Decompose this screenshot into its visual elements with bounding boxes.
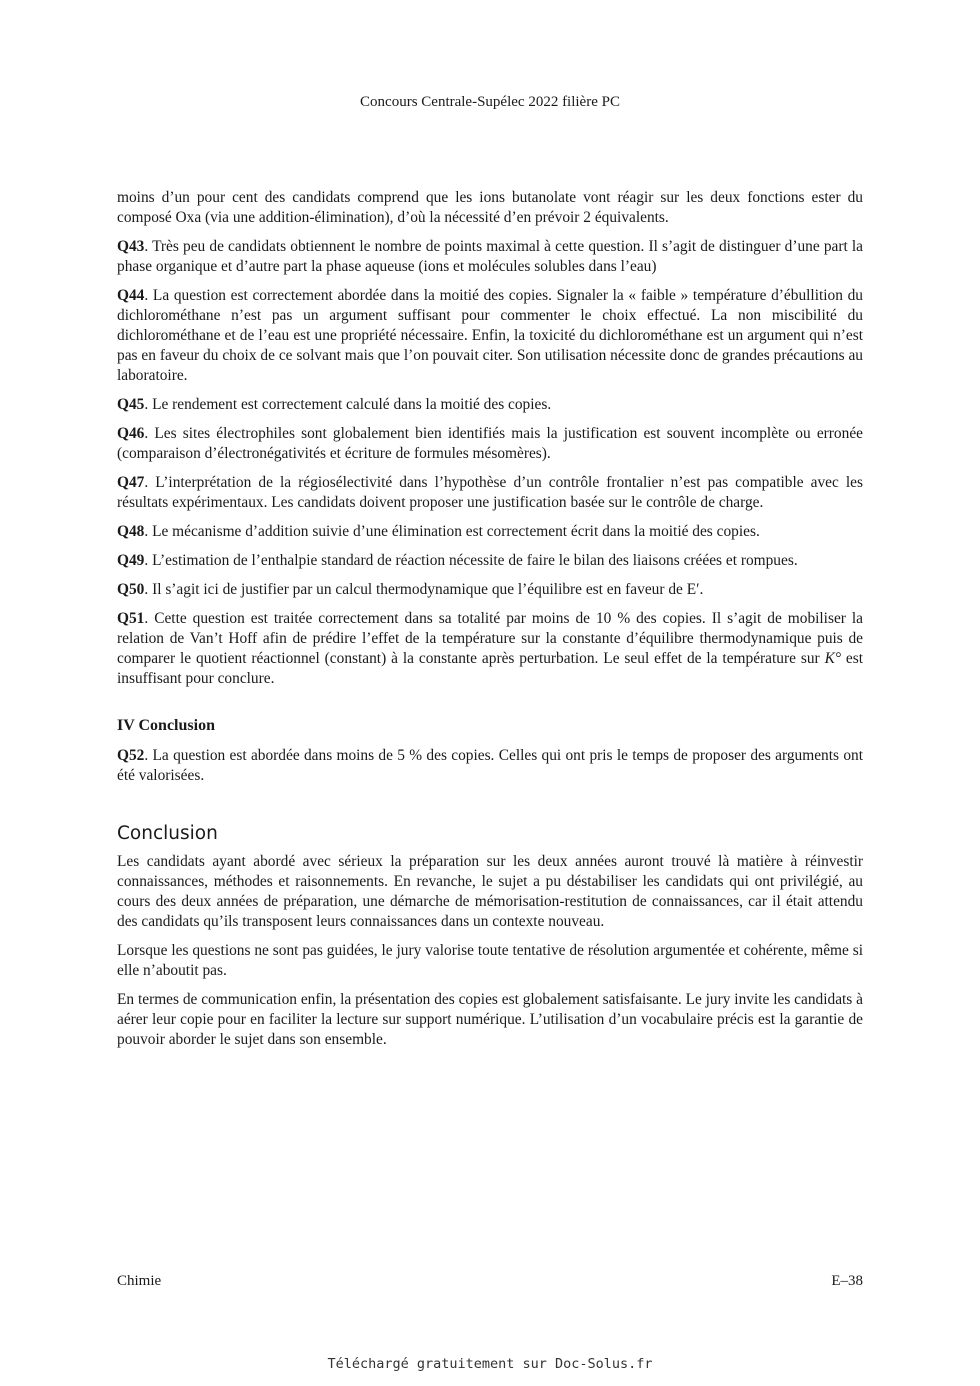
page-header: Concours Centrale-Supélec 2022 filière PC bbox=[360, 94, 620, 110]
conclusion-paragraph: En termes de communication enfin, la présentation des copies est globalement satisfaisante. Le jury invite les candidats à aérer leur copie pour en faciliter la lecture sur support numérique. L’utilisation d’un vocabulaire précis est la garantie de pouvoir aborder le sujet dans son ensemble. bbox=[117, 991, 863, 1048]
question-label: Q51 bbox=[117, 610, 145, 627]
question-q52 bbox=[117, 746, 863, 786]
section-title: Conclusion bbox=[117, 823, 218, 844]
question-label: Q44 bbox=[117, 287, 145, 304]
question-text: . La question est abordée dans moins de 5 % des copies. Celles qui ont pris le temps de proposer des arguments ont été valorisées. bbox=[117, 747, 863, 784]
question-label: Q46 bbox=[117, 425, 145, 442]
equilibrium-constant-symbol: K° bbox=[824, 650, 841, 667]
conclusion-paragraph: Lorsque les questions ne sont pas guidées, le jury valorise toute tentative de résolution argumentée et cohérente, même si elle n’aboutit pas. bbox=[117, 942, 863, 979]
question-text: . Il s’agit ici de justifier par un calcul thermodynamique que l’équilibre est en faveur de E′. bbox=[144, 581, 704, 598]
question-text: . Le mécanisme d’addition suivie d’une élimination est correctement écrit dans la moitié des copies. bbox=[144, 523, 760, 540]
question-q49 bbox=[117, 551, 863, 571]
question-label: Q52 bbox=[117, 747, 145, 764]
conclusion-paragraph: Les candidats ayant abordé avec sérieux la préparation sur les deux années auront trouvé là matière à réinvestir connaissances, méthodes et raisonnements. En revanche, le sujet a pu déstabiliser les candidats qui ont privilégié, au cours des deux années de préparation, une démarche de mémorisation-restitution de connaissances, car il était attendu des candidats qu’ils transposent leurs connaissances dans un contexte nouveau. bbox=[117, 853, 863, 930]
footer-subject: Chimie bbox=[117, 1273, 162, 1289]
question-q44 bbox=[117, 286, 863, 386]
question-text-end: est insuffisant pour conclure. bbox=[117, 650, 863, 687]
question-text: . Cette question est traitée correctement dans sa totalité par moins de 10 % des copies. Il s’agit de mobiliser la relation de Van’t Hoff afin de prédire l’effet de la température sur la constante d’équilibre thermodynamique puis de comparer le quotient réactionnel (constant) à la constante après perturbation. Le seul effet de la température sur bbox=[117, 610, 863, 667]
document-body bbox=[117, 188, 863, 1059]
question-label: Q45 bbox=[117, 396, 145, 413]
question-label: Q47 bbox=[117, 474, 145, 491]
question-q45 bbox=[117, 395, 863, 415]
question-q47 bbox=[117, 473, 863, 513]
question-q48 bbox=[117, 522, 863, 542]
question-label: Q50 bbox=[117, 581, 145, 598]
question-text: . L’interprétation de la régiosélectivité dans l’hypothèse d’un contrôle frontalier n’est pas compatible avec les résultats expérimentaux. Les candidats doivent proposer une justification basée sur le contrôle de charge. bbox=[117, 474, 863, 511]
question-text: . Très peu de candidats obtiennent le nombre de points maximal à cette question. Il s’agit de distinguer d’une part la phase organique et d’autre part la phase aqueuse (ions et molécules solubles dans l’eau) bbox=[117, 238, 863, 275]
footer-page-number: E–38 bbox=[831, 1273, 863, 1289]
paragraph-continuation: moins d’un pour cent des candidats comprend que les ions butanolate vont réagir sur les deux fonctions ester du composé Oxa (via une addition-élimination), d’où la nécessité d’en prévoir 2 équivalents. bbox=[117, 189, 863, 226]
question-q43 bbox=[117, 237, 863, 277]
question-q46 bbox=[117, 424, 863, 464]
question-q50 bbox=[117, 580, 863, 600]
question-q51 bbox=[117, 609, 863, 689]
question-label: Q49 bbox=[117, 552, 145, 569]
question-label: Q43 bbox=[117, 238, 145, 255]
question-text: . L’estimation de l’enthalpie standard de réaction nécessite de faire le bilan des liaisons créées et rompues. bbox=[144, 552, 798, 569]
download-note: Téléchargé gratuitement sur Doc-Solus.fr bbox=[327, 1356, 653, 1372]
question-label: Q48 bbox=[117, 523, 145, 540]
question-text: . Les sites électrophiles sont globalement bien identifiés mais la justification est souvent incomplète ou erronée (comparaison d’électronégativités et écriture de formules mésomères). bbox=[117, 425, 863, 462]
question-text: . La question est correctement abordée dans la moitié des copies. Signaler la « faible » température d’ébullition du dichlorométhane n’est pas un argument suffisant pour commenter le choix effectué. La non miscibilité du dichlorométhane et de l’eau est une propriété nécessaire. Enfin, la toxicité du dichlorométhane est un argument qui n’est pas en faveur du choix de ce solvant mais que l’on pouvait citer. Son utilisation nécessite donc de grandes précautions au laboratoire. bbox=[117, 287, 863, 384]
subsection-title: IV Conclusion bbox=[117, 717, 215, 734]
question-text: . Le rendement est correctement calculé dans la moitié des copies. bbox=[144, 396, 552, 413]
